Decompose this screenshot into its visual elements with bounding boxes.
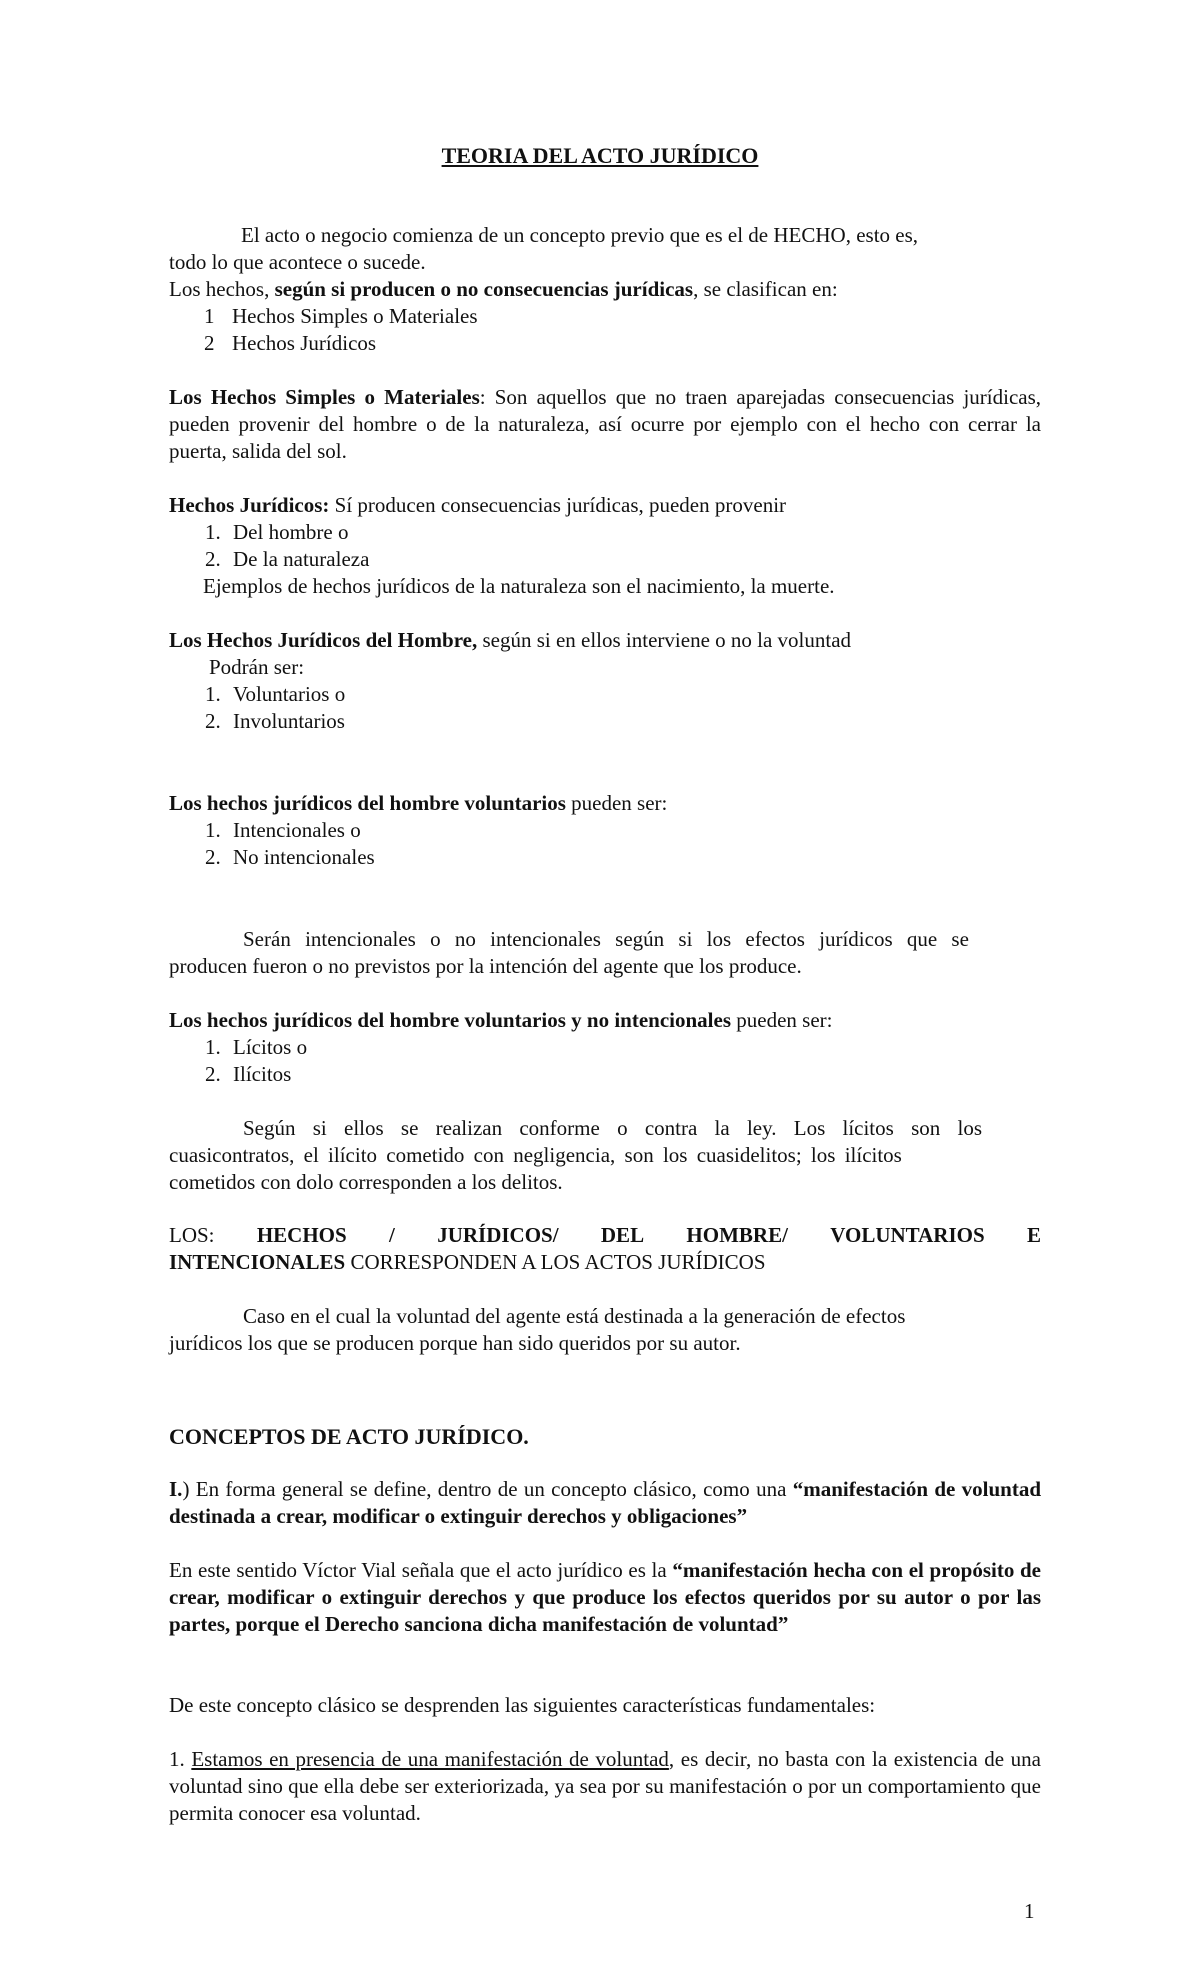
hombre-text: según si en ellos interviene o no la voluntad xyxy=(477,628,852,652)
list-number: 1. xyxy=(205,682,221,706)
intro-line-1: El acto o negocio comienza de un concepto previo que es el de HECHO, esto es, xyxy=(241,223,919,247)
seran-paragraph xyxy=(169,926,1041,980)
actos-juridicos-statement xyxy=(169,1222,1041,1276)
vial-quote: “manifestación hecha con el propósito de crear, modificar o extinguir derechos y que produce los efectos queridos por su autor o por las partes, porque el Derecho sanciona dicha manifestación de voluntad” xyxy=(169,1558,1042,1636)
list-text: Hechos Simples o Materiales xyxy=(232,304,478,328)
list-item xyxy=(169,303,1041,330)
list-text: Intencionales o xyxy=(233,818,361,842)
list-item xyxy=(169,708,1041,735)
juridicos-bold: Hechos Jurídicos: xyxy=(169,493,330,517)
statement-bold: INTENCIONALES xyxy=(169,1250,346,1274)
definition-paragraph xyxy=(169,1476,1041,1530)
simples-paragraph xyxy=(169,384,1041,465)
caso-line-2: jurídicos los que se producen porque han sido queridos por su autor. xyxy=(169,1331,741,1355)
classification-bold: según si producen o no consecuencias jurídicas xyxy=(274,277,694,301)
list-number: 2. xyxy=(205,547,221,571)
list-item xyxy=(169,681,1041,708)
intro-line-2: todo lo que acontece o sucede. xyxy=(169,250,426,274)
voluntarios-section xyxy=(169,790,1041,871)
simples-text: : Son aquellos que no traen aparejadas consecuencias jurídicas, pueden provenir del hombre o de la naturaleza, así ocurre por ejemplo con el hecho con cerrar la puerta, salida del sol. xyxy=(169,385,1042,463)
list-text: Lícitos o xyxy=(233,1035,308,1059)
list-item xyxy=(169,1061,1041,1088)
characteristic-underlined: Estamos en presencia de una manifestación de voluntad xyxy=(191,1747,669,1771)
no-intencionales-intro xyxy=(169,1007,1041,1034)
no-intencionales-section xyxy=(169,1007,1041,1088)
list-text: Hechos Jurídicos xyxy=(232,331,377,355)
list-text: Involuntarios xyxy=(233,709,345,733)
classification-pre: Los hechos, xyxy=(169,277,275,301)
list-item xyxy=(169,519,1041,546)
hombre-section xyxy=(169,627,1041,735)
list-text: Ilícitos xyxy=(233,1062,292,1086)
list-number: 1 xyxy=(204,304,215,328)
simples-bold: Los Hechos Simples o Materiales xyxy=(169,385,480,409)
seran-line-1-text: Serán intencionales o no intencionales según si los efectos jurídicos que se xyxy=(243,927,969,951)
list-text: De la naturaleza xyxy=(233,547,370,571)
juridicos-intro xyxy=(169,492,1041,519)
list-number: 1. xyxy=(205,520,221,544)
juridicos-example: Ejemplos de hechos jurídicos de la naturaleza son el nacimiento, la muerte. xyxy=(203,574,835,598)
hombre-bold: Los Hechos Jurídicos del Hombre, xyxy=(169,628,478,652)
statement-word: E xyxy=(1026,1223,1041,1247)
juridicos-text: Sí producen consecuencias jurídicas, pueden provenir xyxy=(329,493,787,517)
segun-line-1: Según si ellos se realizan conforme o contra la ley. Los lícitos son los xyxy=(243,1116,982,1140)
characteristic-1-paragraph xyxy=(169,1746,1041,1827)
caso-paragraph xyxy=(169,1303,1041,1357)
list-number: 2. xyxy=(205,845,221,869)
characteristic-number: 1. xyxy=(169,1747,192,1771)
statement-rest: CORRESPONDEN A LOS ACTOS JURÍDICOS xyxy=(345,1250,766,1274)
statement-word: VOLUNTARIOS xyxy=(830,1223,985,1247)
characteristic-text: , es decir, no basta con la existencia de una voluntad sino que ella debe ser exteriorizada, ya sea por su manifestación o por un comportamiento que permita conocer esa voluntad. xyxy=(169,1747,1041,1825)
classification-sentence xyxy=(169,276,1041,303)
statement-word: LOS: xyxy=(169,1223,215,1247)
statement-word: HOMBRE/ xyxy=(686,1223,788,1247)
hombre-intro xyxy=(169,627,1041,654)
definition-text: ) En forma general se define, dentro de un concepto clásico, como una xyxy=(182,1477,793,1501)
podran-label: Podrán ser: xyxy=(209,655,305,679)
seran-line-2: producen fueron o no previstos por la intención del agente que los produce. xyxy=(169,954,802,978)
statement-line-1 xyxy=(169,1222,1041,1249)
no-intencionales-bold: Los hechos jurídicos del hombre voluntarios y no intencionales xyxy=(169,1008,731,1032)
list-item xyxy=(169,844,1041,871)
list-text: No intencionales xyxy=(233,845,375,869)
list-number: 2. xyxy=(205,709,221,733)
juridicos-section xyxy=(169,492,1041,600)
voluntarios-text: pueden ser: xyxy=(565,791,668,815)
statement-word: JURÍDICOS/ xyxy=(437,1223,559,1247)
list-number: 1. xyxy=(205,818,221,842)
vial-paragraph xyxy=(169,1557,1041,1638)
no-intencionales-text: pueden ser: xyxy=(731,1008,833,1032)
definition-roman: I. xyxy=(169,1477,183,1501)
list-text: Del hombre o xyxy=(233,520,349,544)
segun-paragraph xyxy=(169,1115,1041,1196)
page-number: 1 xyxy=(1024,1899,1035,1923)
list-number: 2 xyxy=(204,331,215,355)
conceptos-heading: CONCEPTOS DE ACTO JURÍDICO. xyxy=(169,1424,529,1449)
caso-line-1: Caso en el cual la voluntad del agente está destinada a la generación de efectos xyxy=(243,1304,906,1328)
seran-line-1 xyxy=(169,926,1041,953)
segun-line-3: cometidos con dolo corresponden a los delitos. xyxy=(169,1170,563,1194)
statement-word: DEL xyxy=(600,1223,645,1247)
statement-word: HECHOS xyxy=(256,1223,347,1247)
list-item xyxy=(169,330,1041,357)
page-title: TEORIA DEL ACTO JURÍDICO xyxy=(441,143,759,168)
statement-line-2 xyxy=(169,1249,1041,1276)
classification-post: , se clasifican en: xyxy=(693,277,838,301)
desprenden-paragraph: De este concepto clásico se desprenden las siguientes características fundamentales: xyxy=(169,1693,876,1717)
intro-paragraph xyxy=(169,222,1041,357)
list-item xyxy=(169,1034,1041,1061)
vial-text: En este sentido Víctor Vial señala que el acto jurídico es la xyxy=(169,1558,673,1582)
list-text: Voluntarios o xyxy=(233,682,346,706)
voluntarios-bold: Los hechos jurídicos del hombre voluntarios xyxy=(169,791,566,815)
list-item xyxy=(169,546,1041,573)
statement-word: / xyxy=(389,1223,395,1247)
list-number: 1. xyxy=(205,1035,221,1059)
segun-line-2: cuasicontratos, el ilícito cometido con negligencia, son los cuasidelitos; los ilícitos xyxy=(169,1143,902,1167)
list-number: 2. xyxy=(205,1062,221,1086)
voluntarios-intro xyxy=(169,790,1041,817)
definition-quote: “manifestación de voluntad destinada a crear, modificar o extinguir derechos y obligaciones” xyxy=(169,1477,1042,1528)
list-item xyxy=(169,817,1041,844)
